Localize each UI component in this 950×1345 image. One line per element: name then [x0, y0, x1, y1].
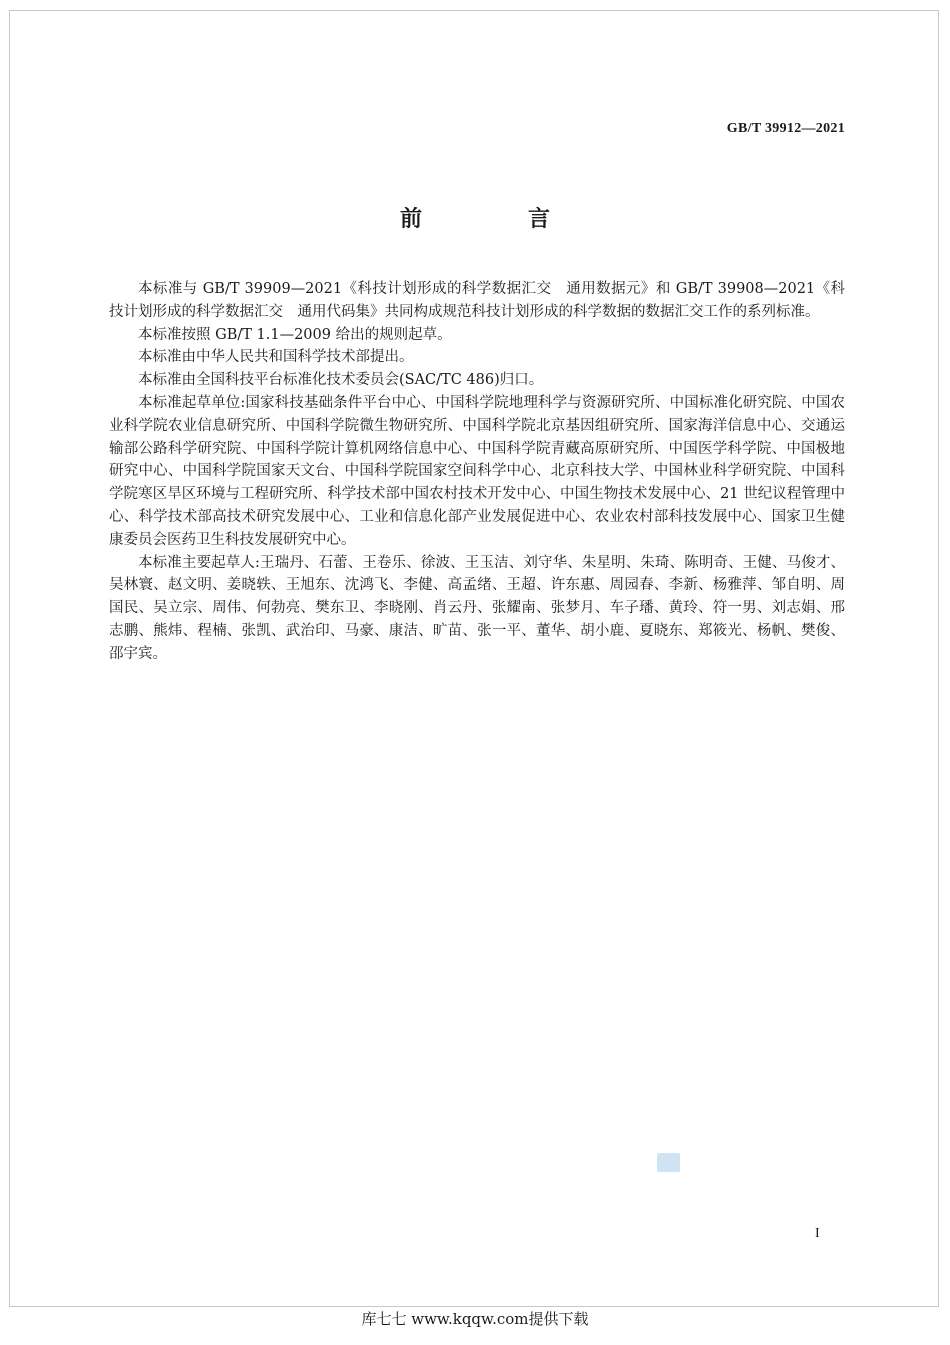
standard-number: GB/T 39912—2021: [726, 121, 845, 136]
page-number: I: [815, 1226, 820, 1241]
paragraph-drafting-rules: 本标准按照 GB/T 1.1—2009 给出的规则起草。: [138, 326, 452, 343]
foreword-body: [109, 278, 845, 666]
download-footer: 库七七 www.kqqw.com提供下载: [361, 1310, 589, 1328]
paragraph-proposer: 本标准由中华人民共和国科学技术部提出。: [138, 349, 414, 366]
paragraph-drafting-units: 本标准起草单位:国家科技基础条件平台中心、中国科学院地理科学与资源研究所、中国标准化研究院、中国农业科学院农业信息研究所、中国科学院微生物研究所、中国科学院北京基因组研究所、国家海洋信息中心、交通运输部公路科学研究院、中国科学院计算机网络信息中心、中国科学院青藏高原研究所、中国医学科学院、中国极地研究中心、中国科学院国家天文台、中国科学院国家空间科学中心、北京科技大学、中国林业科学研究院、中国科学院寒区旱区环境与工程研究所、科学技术部中国农村技术开发中心、中国生物技术发展中心、21 世纪议程管理中心、科学技术部高技术研究发展中心、工业和信息化部产业发展促进中心、农业农村部科技发展中心、国家卫生健康委员会医药卫生科技发展研究中心。: [109, 394, 845, 548]
paragraph-series: 本标准与 GB/T 39909—2021《科技计划形成的科学数据汇交 通用数据元》和 GB/T 39908—2021《科技计划形成的科学数据汇交 通用代码集》共同构成规范科技计划形成的科学数据的数据汇交工作的系列标准。: [109, 281, 845, 320]
paragraph-drafters: 本标准主要起草人:王瑞丹、石蕾、王卷乐、徐波、王玉洁、刘守华、朱星明、朱琦、陈明奇、王健、马俊才、吴林寰、赵文明、姜晓轶、王旭东、沈鸿飞、李健、高孟绪、王超、许东惠、周园春、李新、杨雅萍、邹自明、周国民、吴立宗、周伟、何勃亮、樊东卫、李晓刚、肖云丹、张耀南、张梦月、车子璠、黄玲、符一男、刘志娟、邢志鹏、熊炜、程楠、张凯、武治印、马豪、康洁、旷苗、张一平、董华、胡小鹿、夏晓东、郑筱光、杨帆、樊俊、邵宇宾。: [109, 554, 845, 662]
page-title: 前 言: [399, 206, 592, 232]
watermark-logo: [657, 1153, 680, 1172]
paragraph-committee: 本标准由全国科技平台标准化技术委员会(SAC/TC 486)归口。: [138, 372, 544, 389]
